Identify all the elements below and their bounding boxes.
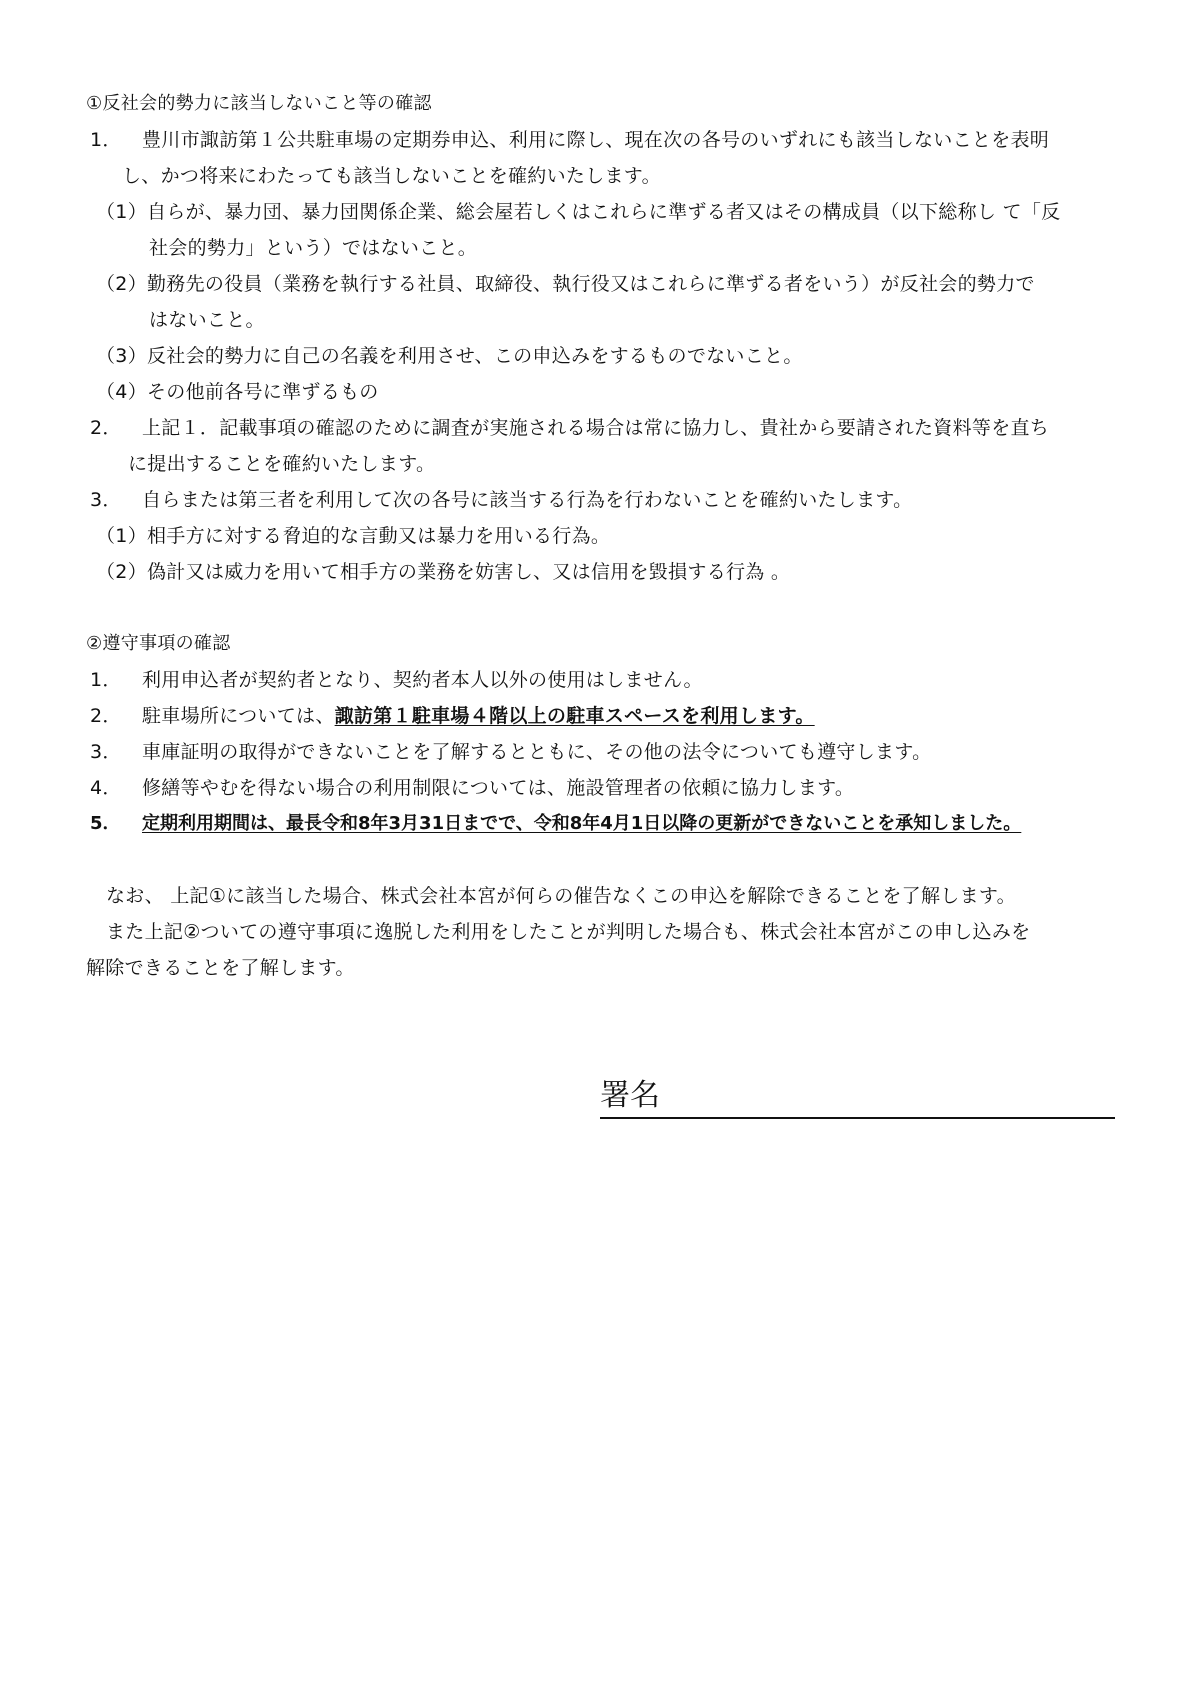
closing-line1: なお、 上記①に該当した場合、株式会社本宮が何らの催告なくこの申込を解除できることを了解します。 — [106, 885, 1016, 907]
section2-item2 — [90, 704, 815, 728]
section2-item4 — [90, 776, 854, 800]
section1-item3-number: 3． — [90, 489, 122, 511]
section2-item4-number: 4． — [90, 777, 122, 799]
section1-item1-number: 1． — [90, 129, 122, 151]
closing-line2: また上記②ついての遵守事項に逸脱した利用をしたことが判明した場合も、株式会社本宮がこの申し込みを — [106, 921, 1031, 943]
section1-sub4: （4）その他前各号に準ずるもの — [96, 381, 379, 403]
section1-heading: ①反社会的勢力に該当しないこと等の確認 — [86, 93, 432, 114]
section2-item2-emphasis: 諏訪第１駐車場４階以上の駐車スペースを利用します。 — [334, 705, 815, 727]
section1-item3-text: 自らまたは第三者を利用して次の各号に該当する行為を行わないことを確約いたします。 — [142, 489, 913, 511]
section1-item2-line2: に提出することを確約いたします。 — [128, 453, 436, 475]
section1-item3 — [90, 488, 912, 512]
section2-item2-number: 2． — [90, 705, 122, 727]
section1-item3-sub2: （2）偽計又は威力を用いて相手方の業務を妨害し、又は信用を毀損する行為 。 — [96, 561, 791, 583]
section1-sub3: （3）反社会的勢力に自己の名義を利用させ、この申込みをするものでないこと。 — [96, 345, 803, 367]
section1-item2-text: 上記１．記載事項の確認のために調査が実施される場合は常に協力し、貴社から要請された資料等を直ち — [142, 417, 1050, 439]
section2-item2-text: 駐車場所については、 — [142, 705, 335, 727]
section2-item3-text: 車庫証明の取得ができないことを了解するとともに、その他の法令についても遵守します。 — [142, 741, 932, 763]
section2-item1-text: 利用申込者が契約者となり、契約者本人以外の使用はしません。 — [142, 669, 703, 691]
section2-item5 — [90, 812, 1021, 836]
section1-item3-sub1: （1）相手方に対する脅迫的な言動又は暴力を用いる行為。 — [96, 525, 611, 547]
section2-item3 — [90, 740, 931, 764]
section2-item3-number: 3． — [90, 741, 122, 763]
signature-label: 署名 — [600, 1078, 660, 1113]
section2-item1 — [90, 668, 703, 692]
closing-line3: 解除できることを了解します。 — [86, 957, 355, 979]
section2-item1-number: 1． — [90, 669, 122, 691]
section1-sub1-line2: 社会的勢力」という）ではないこと。 — [149, 237, 478, 259]
section1-sub2-line1: （2）勤務先の役員（業務を執行する社員、取締役、執行役又はこれらに準ずる者をいう）が反社会的勢力で — [96, 273, 1035, 295]
section1-item1-text: 豊川市諏訪第１公共駐車場の定期券申込、利用に際し、現在次の各号のいずれにも該当しないことを表明 — [142, 129, 1050, 151]
signature-line — [600, 1117, 1115, 1119]
section2-item5-number: 5． — [90, 813, 121, 834]
section2-item5-emphasis: 定期利用期間は、最長令和8年3月31日までで、令和8年4月1日以降の更新ができないことを承知しました。 — [142, 813, 1022, 834]
section1-item1-line1 — [90, 128, 1049, 152]
section2-heading: ②遵守事項の確認 — [86, 633, 231, 654]
section1-item2-line1 — [90, 416, 1049, 440]
section1-sub1-line1: （1）自らが、暴力団、暴力団関係企業、総会屋若しくはこれらに準ずる者又はその構成員（以下総称し て「反 — [96, 201, 1061, 223]
section1-sub2-line2: はないこと。 — [149, 309, 265, 331]
section2-item4-text: 修繕等やむを得ない場合の利用制限については、施設管理者の依頼に協力します。 — [142, 777, 855, 799]
section1-item2-number: 2． — [90, 417, 122, 439]
section1-item1-line2: し、かつ将来にわたっても該当しないことを確約いたします。 — [122, 165, 661, 187]
